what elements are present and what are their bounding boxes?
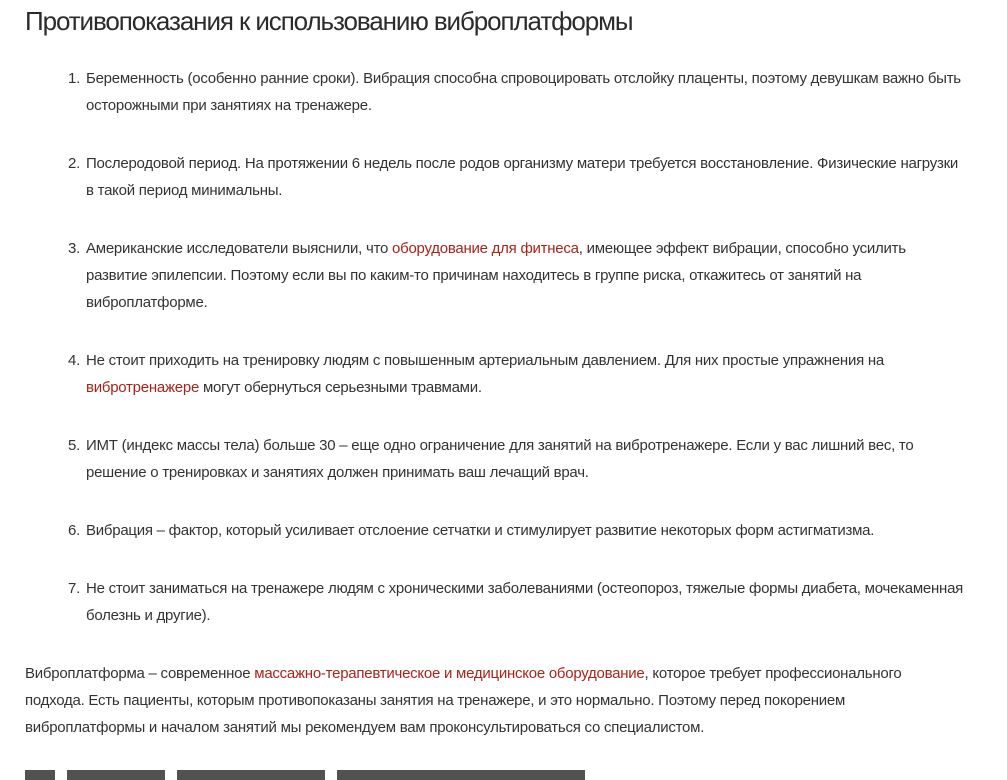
item-text: Не стоит приходить на тренировку людям с повышенным артериальным давлением. Для них простые упражнения на: [86, 352, 884, 369]
list-item: [68, 150, 966, 204]
item-text: Вибрация – фактор, который усиливает отслоение сетчатки и стимулирует развитие некоторых форм астигматизма.: [86, 522, 875, 539]
medical-equipment-link[interactable]: массажно-терапевтическое и медицинское оборудование: [254, 665, 645, 682]
list-item: [68, 517, 966, 544]
contraindications-list: [68, 65, 966, 660]
next-heading-cropped: [25, 770, 585, 780]
item-text: могут обернуться серьезными травмами.: [199, 379, 482, 396]
list-item: [68, 235, 966, 316]
item-text: Послеродовой период. На протяжении 6 недель после родов организму матери требуется восстановление. Физические нагрузки в такой период минимальны.: [86, 155, 959, 199]
summary-text: Виброплатформа – современное: [25, 665, 255, 682]
item-number: 3.: [68, 240, 81, 257]
list-item: [68, 65, 966, 119]
item-number: 7.: [68, 580, 81, 597]
item-number: 2.: [68, 155, 81, 172]
vibro-trainer-link[interactable]: вибротренажере: [86, 379, 200, 396]
list-item: [68, 347, 966, 401]
item-text: Не стоит заниматься на тренажере людям с хроническими заболеваниями (остеопороз, тяжелые формы диабета, мочекаменная болезнь и другие).: [86, 580, 964, 624]
item-text: ИМТ (индекс массы тела) больше 30 – еще одно ограничение для занятий на вибротренажере. Если у вас лишний вес, то решение о тренировках и занятиях должен принимать ваш лечащий врач.: [86, 437, 914, 481]
summary-paragraph: [25, 660, 925, 741]
item-number: 4.: [68, 352, 81, 369]
item-number: 6.: [68, 522, 81, 539]
item-number: 1.: [68, 70, 81, 87]
item-text: Американские исследователи выяснили, что: [86, 240, 393, 257]
list-item: [68, 432, 966, 486]
item-text: Беременность (особенно ранние сроки). Вибрация способна спровоцировать отслойку плаценты, поэтому девушкам важно быть осторожными при занятиях на тренажере.: [86, 70, 961, 114]
item-text: , имеющее эффект вибрации, способно усилить развитие эпилепсии. Поэтому если вы по каким-то причинам находитесь в группе риска, откажитесь от занятий на виброплатформе.: [86, 240, 906, 311]
page-title: Противопоказания к использованию виброплатформы: [25, 6, 633, 36]
list-item: [68, 575, 966, 629]
fitness-equipment-link[interactable]: оборудование для фитнеса: [392, 240, 579, 257]
summary-text: , которое требует профессионального подхода. Есть пациенты, которым противопоказаны занятия на тренажере, и это нормально. Поэтому перед покорением виброплатформы и началом занятий мы рекомендуем вам проконсультироваться со специалистом.: [25, 665, 902, 736]
item-number: 5.: [68, 437, 81, 454]
